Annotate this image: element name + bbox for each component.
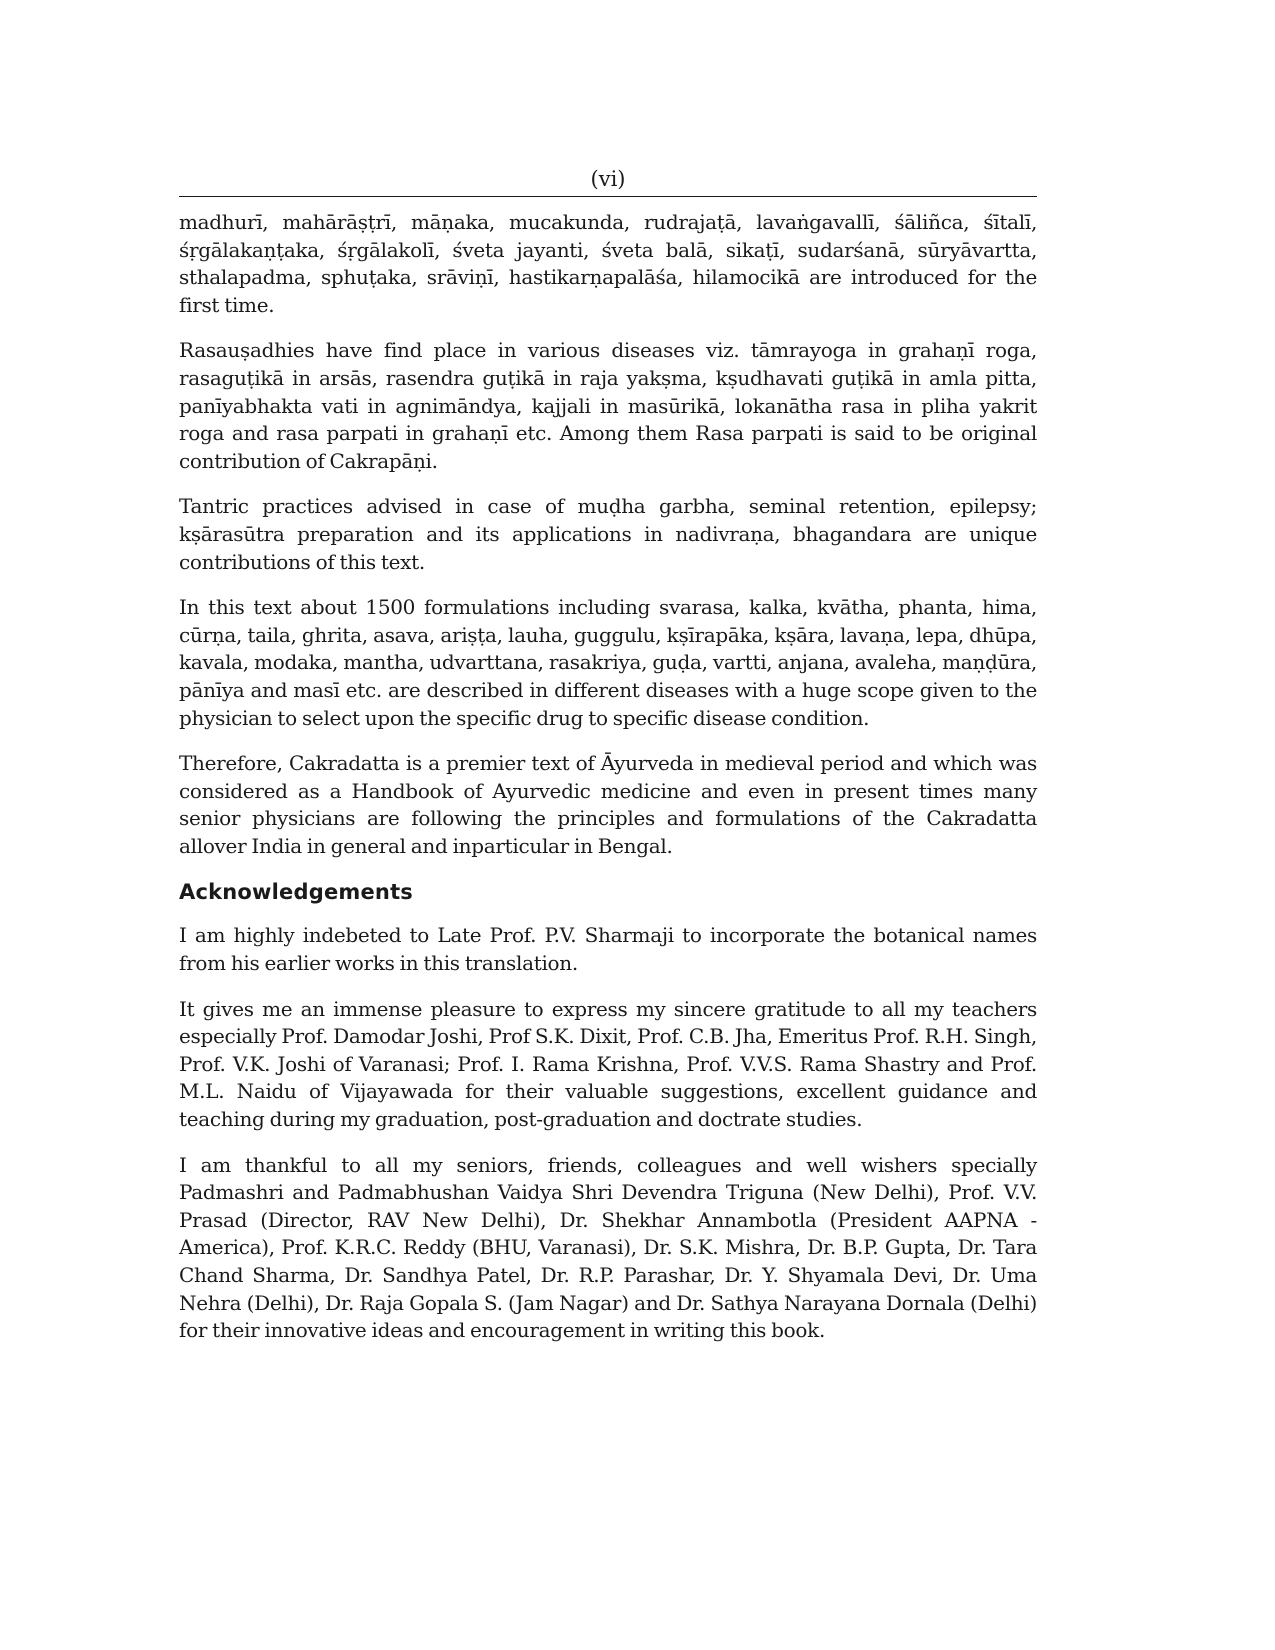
paragraph-tantric-practices: Tantric practices advised in case of muḍha garbha, seminal retention, epilepsy; kṣārasūtra preparation and its applications in nadivraṇa, bhagandara are unique contributions of this text. bbox=[179, 494, 1037, 574]
paragraph-formulations: In this text about 1500 formulations including svarasa, kalka, kvātha, phanta, hima, cūrṇa, taila, ghrita, asava, ariṣṭa, lauha, guggulu, kṣīrapāka, kṣāra, lavaṇa, lepa, dhūpa, kavala, modaka, mantha, udvarttana, rasakriya, guḍa, vartti, anjana, avaleha, maṇḍūra, pānīya and masī etc. are described in different diseases with a huge scope given to the physician to select upon the specific drug to specific disease condition. bbox=[179, 595, 1037, 730]
page-body bbox=[179, 209, 1037, 1345]
book-page bbox=[179, 166, 1037, 1363]
paragraph-indebted-sharmaji: I am highly indebeted to Late Prof. P.V. Sharmaji to incorporate the botanical names from his earlier works in this translation. bbox=[179, 923, 1037, 976]
paragraph-introduced-herbs: madhurī, mahārāṣṭrī, māṇaka, mucakunda, rudrajaṭā, lavaṅgavallī, śāliñca, śītalī, śṛgālakaṇṭaka, śṛgālakolī, śveta jayanti, śveta balā, sikaṭī, sudarśanā, sūryāvartta, sthalapadma, sphuṭaka, srāviṇī, hastikarṇapalāśa, hilamocikā are introduced for the first time. bbox=[179, 210, 1037, 317]
page-number-header: (vi) bbox=[179, 166, 1037, 197]
paragraph-cakradatta-premier-text: Therefore, Cakradatta is a premier text of Āyurveda in medieval period and which was considered as a Handbook of Ayurvedic medicine and even in present times many senior physicians are following the principles and formulations of the Cakradatta allover India in general and inparticular in Bengal. bbox=[179, 751, 1037, 858]
paragraph-rasausadhies: Rasauṣadhies have find place in various diseases viz. tāmrayoga in grahaṇī roga, rasaguṭikā in arsās, rasendra guṭikā in raja yakṣma, kṣudhavati guṭikā in amla pitta, panīyabhakta vati in agnimāndya, kajjali in masūrikā, lokanātha rasa in pliha yakrit roga and rasa parpati in grahaṇī etc. Among them Rasa parpati is said to be original contribution of Cakrapāṇi. bbox=[179, 338, 1037, 473]
acknowledgements-heading: Acknowledgements bbox=[179, 880, 414, 905]
paragraph-gratitude-teachers: It gives me an immense pleasure to express my sincere gratitude to all my teachers especially Prof. Damodar Joshi, Prof S.K. Dixit, Prof. C.B. Jha, Emeritus Prof. R.H. Singh, Prof. V.K. Joshi of Varanasi; Prof. I. Rama Krishna, Prof. V.V.S. Rama Shastry and Prof. M.L. Naidu of Vijayawada for their valuable suggestions, excellent guidance and teaching during my graduation, post-graduation and doctrate studies. bbox=[179, 996, 1037, 1132]
paragraph-thanks-seniors: I am thankful to all my seniors, friends, colleagues and well wishers specially Padmashri and Padmabhushan Vaidya Shri Devendra Triguna (New Delhi), Prof. V.V. Prasad (Director, RAV New Delhi), Dr. Shekhar Annambotla (President AAPNA - America), Prof. K.R.C. Reddy (BHU, Varanasi), Dr. S.K. Mishra, Dr. B.P. Gupta, Dr. Tara Chand Sharma, Dr. Sandhya Patel, Dr. R.P. Parashar, Dr. Y. Shyamala Devi, Dr. Uma Nehra (Delhi), Dr. Raja Gopala S. (Jam Nagar) and Dr. Sathya Narayana Dornala (Delhi) for their innovative ideas and encouragement in writing this book. bbox=[179, 1152, 1037, 1343]
